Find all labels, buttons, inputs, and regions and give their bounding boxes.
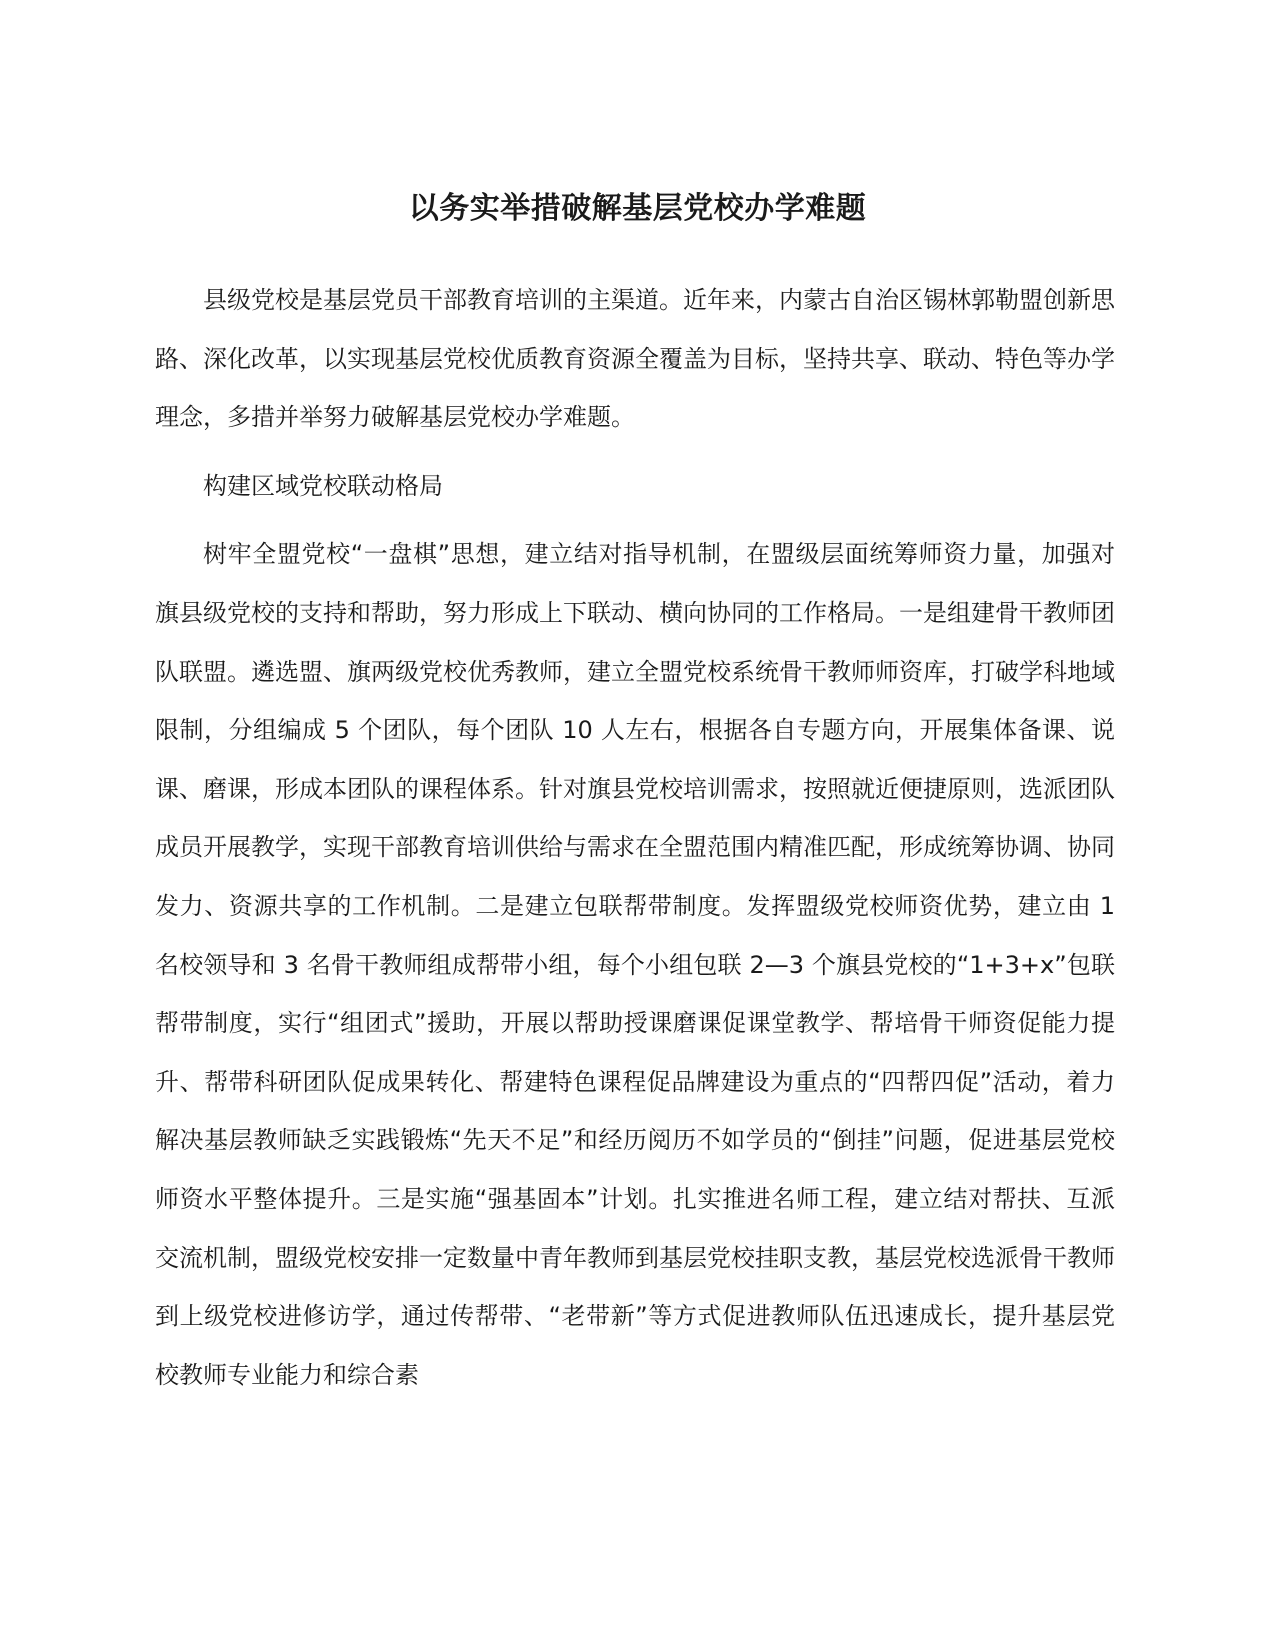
document-body bbox=[155, 271, 1115, 1414]
intro-paragraph: 县级党校是基层党员干部教育培训的主渠道。近年来，内蒙古自治区锡林郭勒盟创新思路、深化改革，以实现基层党校优质教育资源全覆盖为目标，坚持共享、联动、特色等办学理念，多措并举努力破解基层党校办学难题。 bbox=[155, 286, 1115, 432]
body-paragraph: 树牢全盟党校“一盘棋”思想，建立结对指导机制，在盟级层面统筹师资力量，加强对旗县级党校的支持和帮助，努力形成上下联动、横向协同的工作格局。一是组建骨干教师团队联盟。遴选盟、旗两级党校优秀教师，建立全盟党校系统骨干教师师资库，打破学科地域限制，分组编成 5 个团队，每个团队 10 人左右，根据各自专题方向，开展集体备课、说课、磨课，形成本团队的课程体系。针对旗县党校培训需求，按照就近便捷原则，选派团队成员开展教学，实现干部教育培训供给与需求在全盟范围内精准匹配，形成统筹协调、协同发力、资源共享的工作机制。二是建立包联帮带制度。发挥盟级党校师资优势，建立由 1 名校领导和 3 名骨干教师组成帮带小组，每个小组包联 2—3 个旗县党校的“1+3+x”包联帮带制度，实行“组团式”援助，开展以帮助授课磨课促课堂教学、帮培骨干师资促能力提升、帮带科研团队促成果转化、帮建特色课程促品牌建设为重点的“四帮四促”活动，着力解决基层教师缺乏实践锻炼“先天不足”和经历阅历不如学员的“倒挂”问题，促进基层党校师资水平整体提升。三是实施“强基固本”计划。扎实推进名师工程，建立结对帮扶、互派交流机制，盟级党校安排一定数量中青年教师到基层党校挂职支教，基层党校选派骨干教师到上级党校进修访学，通过传帮带、“老带新”等方式促进教师队伍迅速成长，提升基层党校教师专业能力和综合素 bbox=[155, 540, 1115, 1389]
section-heading: 构建区域党校联动格局 bbox=[203, 471, 443, 500]
document-title: 以务实举措破解基层党校办学难题 bbox=[408, 191, 867, 226]
